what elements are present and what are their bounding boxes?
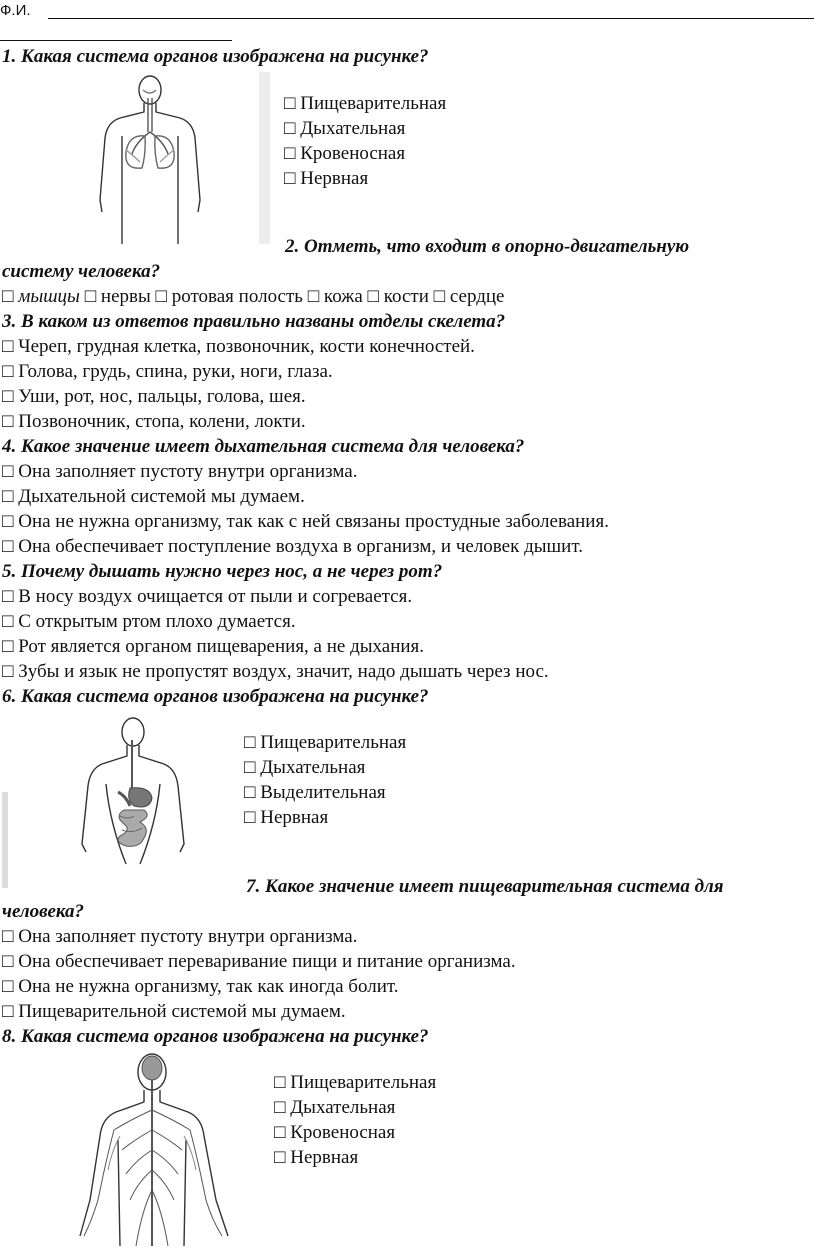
question-7-line2: человека? [2, 901, 85, 922]
question-3: 3. В каком из ответов правильно названы отделы скелета? [2, 311, 506, 332]
q7-option-1[interactable]: □ Она заполняет пустоту внутри организма. [2, 926, 358, 947]
q6-option-nervous[interactable]: □ Нервная [244, 807, 329, 828]
q3-option-3[interactable]: □ Уши, рот, нос, пальцы, голова, шея. [2, 386, 306, 407]
q6-option-excretory[interactable]: □ Выделительная [244, 782, 386, 803]
question-7-line1: 7. Какое значение имеет пищеварительная система для [246, 876, 724, 897]
q8-option-nervous[interactable]: □ Нервная [274, 1147, 359, 1168]
question-4: 4. Какое значение имеет дыхательная система для человека? [2, 436, 525, 457]
q1-option-nervous[interactable]: □ Нервная [284, 168, 369, 189]
q5-option-4[interactable]: □ Зубы и язык не пропустят воздух, значит, надо дышать через нос. [2, 661, 549, 682]
name-underline [48, 18, 814, 19]
q3-option-1[interactable]: □ Череп, грудная клетка, позвоночник, кости конечностей. [2, 336, 475, 357]
q5-option-2[interactable]: □ С открытым ртом плохо думается. [2, 611, 296, 632]
q1-option-digestive[interactable]: □ Пищеварительная [284, 93, 447, 114]
question-2-line2: систему человека? [2, 261, 161, 282]
q7-option-4[interactable]: □ Пищеварительной системой мы думаем. [2, 1001, 346, 1022]
q7-option-3[interactable]: □ Она не нужна организму, так как иногда болит. [2, 976, 399, 997]
q6-option-respiratory[interactable]: □ Дыхательная [244, 757, 366, 778]
question-6: 6. Какая система органов изображена на рисунке? [2, 686, 429, 707]
q2-options-rest[interactable]: □ нервы □ ротовая полость □ кожа □ кости □ сердце [79, 286, 505, 307]
q5-option-1[interactable]: □ В носу воздух очищается от пыли и согревается. [2, 586, 413, 607]
q3-option-2[interactable]: □ Голова, грудь, спина, руки, ноги, глаза. [2, 361, 333, 382]
q6-option-digestive[interactable]: □ Пищеварительная [244, 732, 407, 753]
q4-option-4[interactable]: □ Она обеспечивает поступление воздуха в организм, и человек дышит. [2, 536, 583, 557]
q8-option-digestive[interactable]: □ Пищеварительная [274, 1072, 437, 1093]
question-1: 1. Какая система органов изображена на рисунке? [2, 46, 429, 67]
q4-option-1[interactable]: □ Она заполняет пустоту внутри организма. [2, 461, 358, 482]
nervous-system-figure [60, 1050, 270, 1246]
q7-option-2[interactable]: □ Она обеспечивает переваривание пищи и питание организма. [2, 951, 516, 972]
digestive-system-figure [2, 712, 242, 888]
q8-option-circulatory[interactable]: □ Кровеносная [274, 1122, 396, 1143]
q8-option-respiratory[interactable]: □ Дыхательная [274, 1097, 396, 1118]
q4-option-3[interactable]: □ Она не нужна организму, так как с ней связаны простудные заболевания. [2, 511, 609, 532]
question-8: 8. Какая система органов изображена на рисунке? [2, 1026, 429, 1047]
q1-option-circulatory[interactable]: □ Кровеносная [284, 143, 406, 164]
q2-options [2, 287, 505, 306]
name-label: Ф.И. [0, 2, 31, 19]
q3-option-4[interactable]: □ Позвоночник, стопа, колени, локти. [2, 411, 306, 432]
question-2-line1: 2. Отметь, что входит в опорно-двигательную [285, 236, 690, 257]
q2-option-muscles[interactable]: □ мышцы [2, 286, 80, 307]
name-underline-continued [0, 40, 232, 41]
question-5: 5. Почему дышать нужно через нос, а не через рот? [2, 561, 443, 582]
q1-option-respiratory[interactable]: □ Дыхательная [284, 118, 406, 139]
q4-option-2[interactable]: □ Дыхательной системой мы думаем. [2, 486, 305, 507]
q5-option-3[interactable]: □ Рот является органом пищеварения, а не дыхания. [2, 636, 425, 657]
respiratory-system-figure [4, 72, 270, 244]
